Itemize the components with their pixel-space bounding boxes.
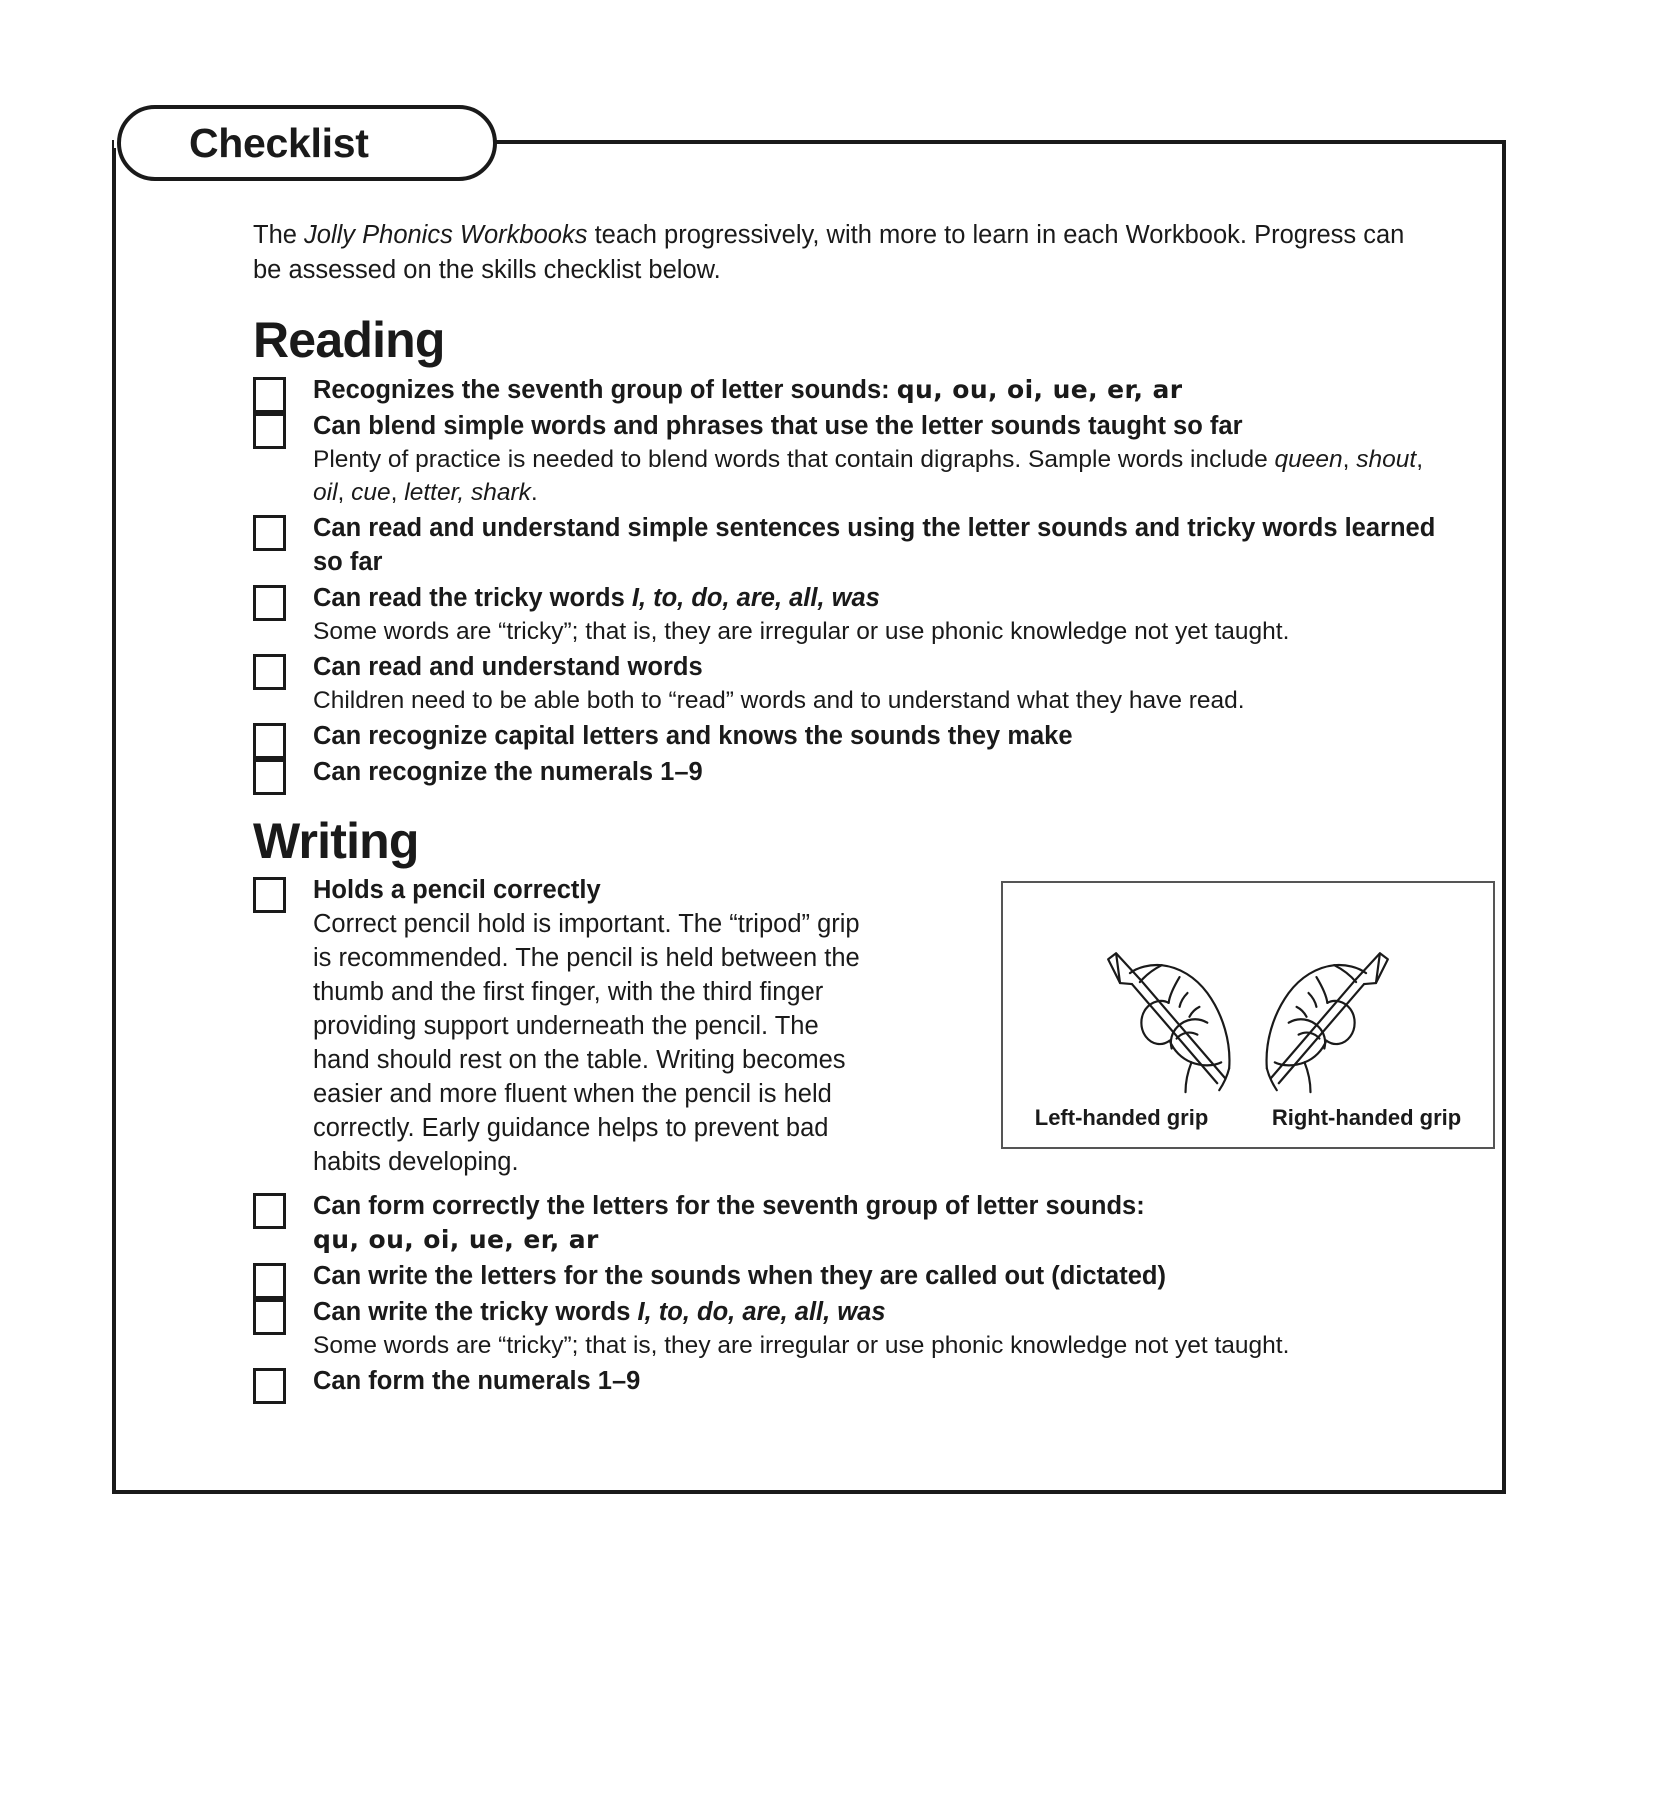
checklist-item-pencil[interactable] bbox=[253, 873, 1462, 1179]
note-end: . bbox=[530, 478, 538, 506]
note-sep: , bbox=[1342, 445, 1357, 473]
checklist-item[interactable] bbox=[253, 409, 1448, 509]
checklist-item[interactable] bbox=[253, 719, 1448, 753]
sample-word: letter, shark bbox=[404, 478, 531, 506]
pencil-grip-illustration bbox=[1003, 883, 1493, 1095]
checklist-item[interactable] bbox=[253, 511, 1448, 579]
item-label: Can read and understand words bbox=[313, 652, 703, 681]
checkbox[interactable] bbox=[253, 377, 286, 413]
intro-before: The bbox=[253, 221, 305, 249]
tricky-words: I, to, do, are, all, was bbox=[637, 1298, 886, 1326]
note-sep: , bbox=[337, 478, 352, 506]
sample-word: queen bbox=[1274, 445, 1343, 473]
item-text: Can form correctly the letters for the seventh group of letter sounds: bbox=[313, 1192, 1145, 1220]
intro-title: Jolly Phonics Workbooks bbox=[304, 221, 588, 249]
left-hand-caption: Left-handed grip bbox=[1034, 1105, 1209, 1130]
item-note: Correct pencil hold is important. The “tripod” grip is recommended. The pencil is held between the thumb and the first finger, with the third finger providing support underneath the pencil. The hand should rest on the table. Writing becomes easier and more fluent when the pencil is held correctly. Early guidance helps to prevent bad habits developing. bbox=[313, 910, 860, 1176]
checklist-item[interactable] bbox=[253, 1189, 1448, 1257]
pencil-grip-figure bbox=[1001, 881, 1495, 1149]
note-text: Plenty of practice is needed to blend words that contain digraphs. Sample words include bbox=[313, 445, 1275, 473]
pencil-text-column bbox=[313, 873, 873, 1179]
item-text: Can blend simple words and phrases that use the letter sounds taught so far bbox=[313, 411, 1243, 440]
note-sep: , bbox=[1416, 445, 1424, 473]
right-hand-caption: Right-handed grip bbox=[1271, 1105, 1462, 1130]
checkbox[interactable] bbox=[253, 1299, 286, 1335]
item-note: Children need to be able both to “read” words and to understand what they have read. bbox=[313, 686, 1245, 714]
item-label bbox=[313, 1295, 1448, 1329]
item-label bbox=[313, 373, 1448, 407]
item-label: Can recognize capital letters and knows the sounds they make bbox=[313, 721, 1073, 750]
item-label bbox=[313, 409, 1448, 443]
intro-paragraph bbox=[253, 218, 1433, 288]
checkbox[interactable] bbox=[253, 515, 286, 551]
figure-captions bbox=[1003, 1105, 1493, 1131]
sample-word: shout bbox=[1356, 445, 1417, 473]
item-label: Can recognize the numerals 1–9 bbox=[313, 757, 703, 786]
checkbox[interactable] bbox=[253, 585, 286, 621]
tricky-words: I, to, do, are, all, was bbox=[631, 583, 880, 612]
section-heading-writing: Writing bbox=[253, 812, 419, 869]
checkbox[interactable] bbox=[253, 759, 286, 795]
item-text: Recognizes the seventh group of letter sounds: bbox=[313, 375, 897, 404]
item-label: Can write the letters for the sounds when they are called out (dictated) bbox=[313, 1262, 1166, 1290]
checkbox[interactable] bbox=[253, 654, 286, 690]
checklist-item[interactable] bbox=[253, 1364, 1448, 1398]
checklist-item[interactable] bbox=[253, 1259, 1448, 1293]
checklist-item[interactable] bbox=[253, 1295, 1448, 1362]
note-sep: , bbox=[390, 478, 405, 506]
section-heading-reading: Reading bbox=[253, 312, 445, 368]
checkbox[interactable] bbox=[253, 877, 286, 913]
item-label: Can form the numerals 1–9 bbox=[313, 1367, 641, 1395]
checkbox[interactable] bbox=[253, 723, 286, 759]
item-label bbox=[313, 1189, 1448, 1257]
sample-word: cue bbox=[351, 478, 391, 506]
page-title: Checklist bbox=[189, 119, 369, 166]
item-note: Some words are “tricky”; that is, they are irregular or use phonic knowledge not yet taught. bbox=[313, 1332, 1290, 1359]
item-text: Can write the tricky words bbox=[313, 1298, 638, 1326]
checkbox[interactable] bbox=[253, 413, 286, 449]
phonics-letters: qu, ou, oi, ue, er, ar bbox=[313, 1225, 599, 1254]
phonics-letters: qu, ou, oi, ue, er, ar bbox=[896, 374, 1183, 404]
item-note bbox=[313, 443, 1448, 509]
checkbox[interactable] bbox=[253, 1193, 286, 1229]
checklist-item[interactable] bbox=[253, 755, 1448, 789]
item-label: Holds a pencil correctly bbox=[313, 876, 601, 904]
intro-after: teach progressively, with more to learn in each Workbook. Progress can be assessed on the skills checklist below. bbox=[253, 221, 1405, 284]
checklist-item[interactable] bbox=[253, 581, 1448, 648]
checklist-tab bbox=[117, 105, 497, 181]
checkbox[interactable] bbox=[253, 1368, 286, 1404]
item-note: Some words are “tricky”; that is, they are irregular or use phonic knowledge not yet taught. bbox=[313, 617, 1290, 645]
item-text: Can read the tricky words bbox=[313, 583, 632, 612]
checklist-item[interactable] bbox=[253, 373, 1448, 407]
checkbox[interactable] bbox=[253, 1263, 286, 1299]
item-label bbox=[313, 511, 1448, 579]
checklist-content bbox=[253, 218, 1462, 1400]
sample-word: oil bbox=[313, 478, 338, 506]
item-label bbox=[313, 581, 1448, 615]
checklist-item[interactable] bbox=[253, 650, 1448, 717]
item-text: Can read and understand simple sentences using the letter sounds and tricky words learned so far bbox=[313, 513, 1436, 576]
